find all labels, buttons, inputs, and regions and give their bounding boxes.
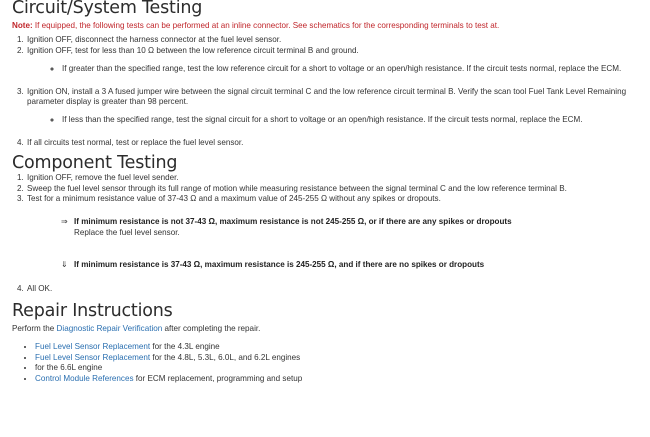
repair-item-text: for the 4.3L engine: [150, 342, 220, 351]
circuit-step-text: Ignition OFF, test for less than 10 Ω between the low reference circuit terminal B and ground.: [27, 46, 359, 55]
circuit-step: 4. If all circuits test normal, test or replace the fuel level sensor.: [26, 138, 640, 148]
repair-intro-text: Perform the: [12, 324, 57, 333]
fuel-level-sensor-replacement-link[interactable]: Fuel Level Sensor Replacement: [35, 352, 151, 362]
repair-item: [35, 342, 640, 353]
result-condition: If minimum resistance is not 37-43 Ω, maximum resistance is not 245-255 Ω, or if there are any spikes or dropouts: [74, 217, 512, 226]
repair-intro-text-after: after completing the repair.: [162, 324, 261, 333]
repair-item-text: for the 4.8L, 5.3L, 6.0L, and 6.2L engines: [150, 352, 301, 362]
fuel-level-sensor-replacement-link[interactable]: Fuel Level Sensor Replacement: [35, 342, 151, 351]
repair-item: [35, 353, 640, 364]
component-steps-list: [12, 173, 640, 294]
component-step: 2. Sweep the fuel level sensor through its full range of motion while measuring resistance between the signal terminal C and the low reference terminal B.: [26, 184, 640, 194]
circuit-step: 1. Ignition OFF, disconnect the harness connector at the fuel level sensor.: [26, 35, 640, 45]
note-text: If equipped, the following tests can be performed at an inline connector. See schematics for the corresponding terminals to test at.: [32, 21, 500, 30]
section-heading-component-testing: Component Testing: [12, 153, 178, 173]
right-arrow-icon: ⇒: [61, 217, 68, 226]
repair-intro: [12, 324, 640, 334]
section-heading-circuit-system-testing: Circuit/System Testing: [12, 0, 203, 18]
component-step: 4. All OK.: [26, 284, 640, 294]
repair-item-text: for ECM replacement, programming and setup: [133, 373, 303, 383]
down-arrow-icon: ⇓: [61, 260, 68, 269]
component-step: 1. Ignition OFF, remove the fuel level sender.: [26, 173, 640, 183]
result-block-fail: [61, 217, 640, 238]
note: [12, 21, 640, 31]
component-step: [26, 194, 640, 270]
result-block-pass: [61, 260, 640, 270]
diagnostic-repair-verification-link[interactable]: Diagnostic Repair Verification: [56, 324, 163, 333]
control-module-references-link[interactable]: Control Module References: [35, 373, 134, 383]
repair-item-text: for the 6.6L engine: [35, 363, 103, 373]
circuit-step-text: Ignition ON, install a 3 A fused jumper wire between the signal circuit terminal C and the low reference circuit terminal B. Verify the scan tool Fuel Tank Level Remaining parameter display is greater than 98 percent.: [27, 87, 627, 106]
substep: ◦ If greater than the specified range, test the low reference circuit for a short to voltage or an open/high resistance. If the circuit tests normal, replace the ECM.: [62, 64, 640, 74]
substep-list: [27, 64, 640, 74]
circuit-step: [26, 87, 640, 125]
substep-list: [27, 115, 640, 125]
section-heading-repair-instructions: Repair Instructions: [12, 301, 173, 321]
component-step-text: Test for a minimum resistance value of 37-43 Ω and a maximum value of 245-255 Ω without any spikes or dropouts.: [27, 194, 441, 203]
circuit-step: [26, 46, 640, 74]
result-action: Replace the fuel level sensor.: [74, 228, 180, 237]
substep: ◦ If less than the specified range, test the signal circuit for a short to voltage or an open/high resistance. If the circuit tests normal, replace the ECM.: [62, 115, 640, 125]
result-condition: If minimum resistance is 37-43 Ω, maximum resistance is 245-255 Ω, and if there are no spikes or dropouts: [74, 260, 485, 269]
repair-links-list: [12, 342, 640, 384]
repair-item: [35, 374, 640, 385]
circuit-steps-list: [12, 35, 640, 148]
repair-item: [35, 363, 640, 374]
note-label: Note:: [12, 21, 33, 30]
